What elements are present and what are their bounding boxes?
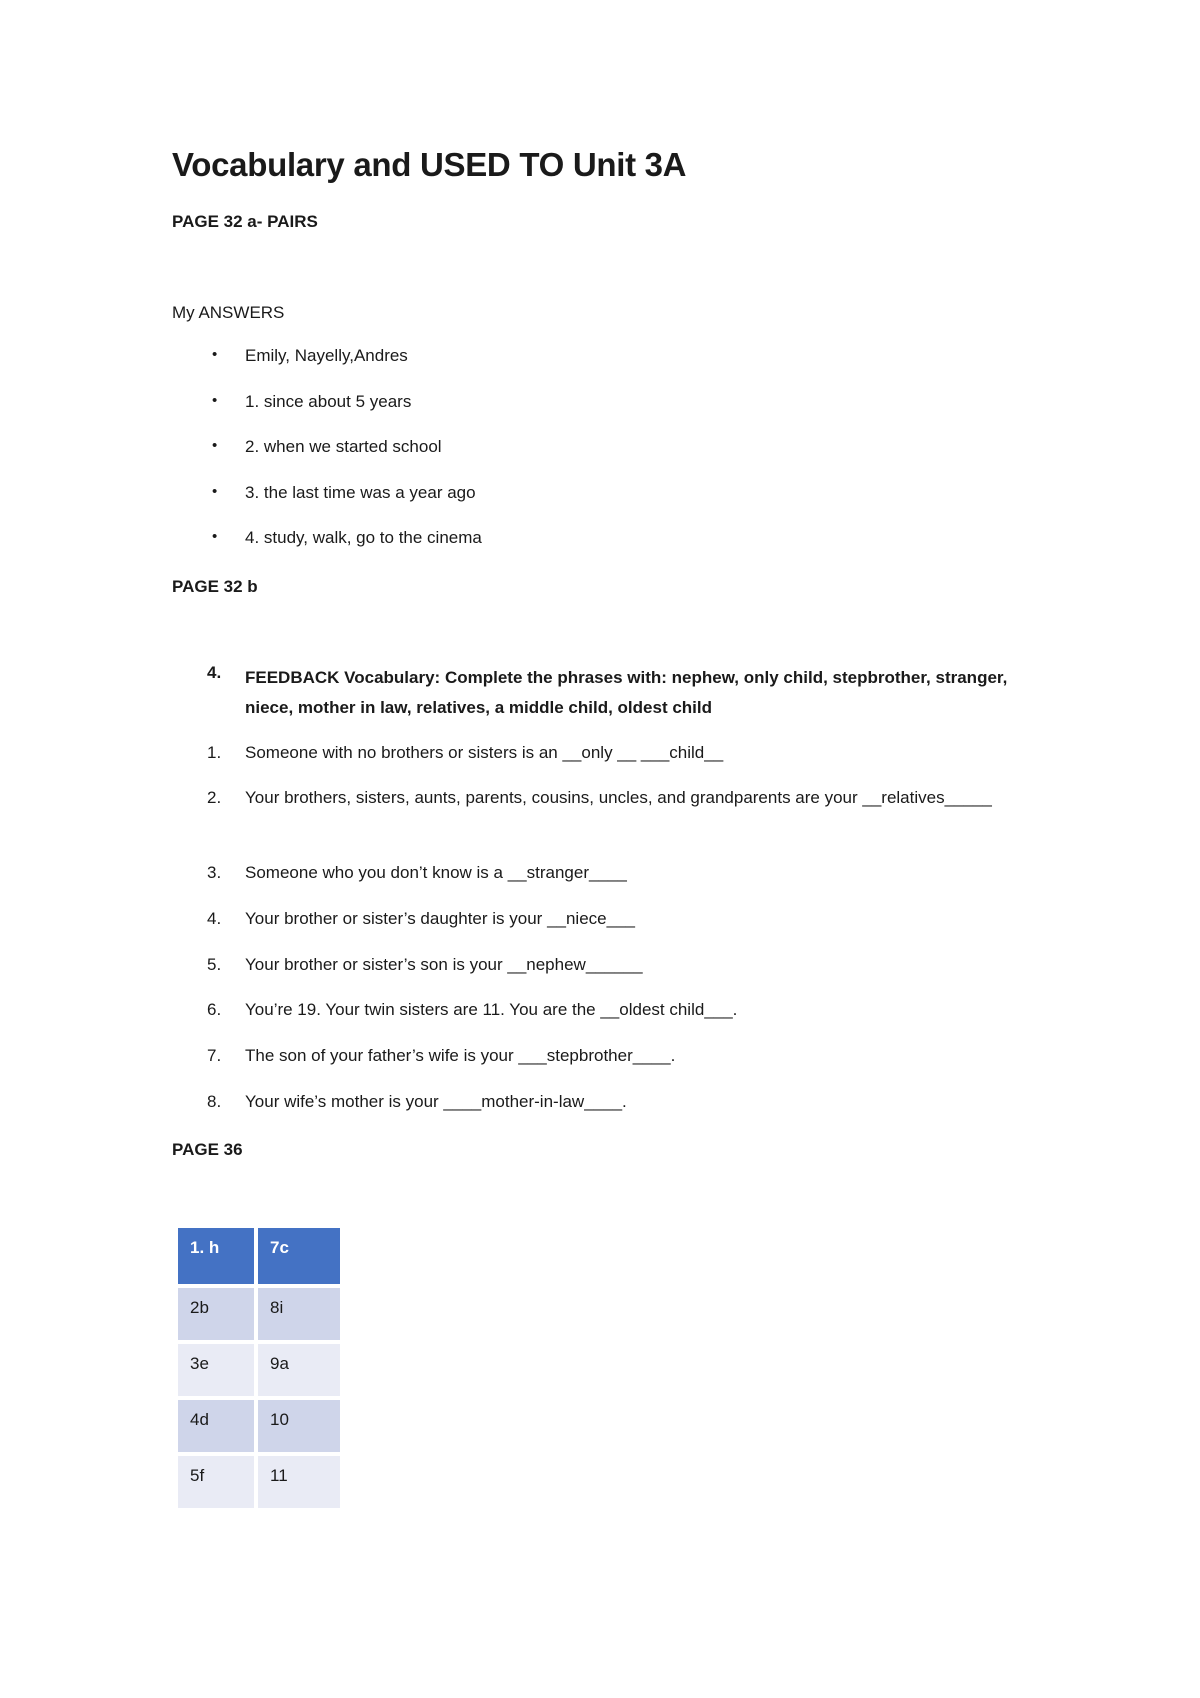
section-heading-page32a: PAGE 32 a- PAIRS (172, 212, 318, 231)
table-row (178, 1400, 340, 1452)
item-number: 3. (207, 863, 222, 882)
bullet-text: 3. the last time was a year ago (245, 482, 476, 502)
bullet-item (172, 346, 482, 392)
section-heading-page32b: PAGE 32 b (172, 577, 258, 596)
answers-bullet-list (172, 346, 482, 574)
table-header-row (178, 1228, 340, 1284)
item-text: Your wife’s mother is your ____mother-in-law____. (245, 1092, 627, 1111)
list-item (172, 858, 1052, 904)
bullet-text: 2. when we started school (245, 437, 442, 456)
table-cell: 8i (258, 1288, 340, 1340)
item-text: The son of your father’s wife is your ___stepbrother____. (245, 1046, 676, 1065)
table-cell: 10 (258, 1400, 340, 1452)
bullet-item (172, 528, 482, 574)
table-cell: 11 (258, 1456, 340, 1508)
item-number: 7. (207, 1046, 222, 1065)
item-number: 2. (207, 788, 222, 807)
bullet-text: 4. study, walk, go to the cinema (245, 528, 482, 547)
bullet-icon: • (212, 437, 218, 454)
list-item (172, 738, 1052, 783)
table-row (178, 1288, 340, 1340)
bullet-item (172, 392, 482, 438)
bullet-text: Emily, Nayelly,Andres (245, 346, 408, 365)
answers-table (174, 1224, 344, 1512)
item-number: 4. (207, 909, 222, 928)
item-text: You’re 19. Your twin sisters are 11. You are the __oldest child___. (245, 1000, 738, 1019)
section-heading-page36: PAGE 36 (172, 1140, 243, 1159)
item-text: Your brother or sister’s daughter is your __niece___ (245, 909, 635, 928)
table-cell: 3e (178, 1344, 254, 1396)
document-title: Vocabulary and USED TO Unit 3A (172, 146, 687, 183)
table-cell: 4d (178, 1400, 254, 1452)
table-cell: 2b (178, 1288, 254, 1340)
list-item (172, 950, 1052, 995)
bullet-icon: • (212, 528, 218, 545)
item-text: Someone who you don’t know is a __stranger____ (245, 863, 627, 882)
table-row (178, 1344, 340, 1396)
item-text: Your brothers, sisters, aunts, parents, cousins, uncles, and grandparents are your __relatives_____ (245, 788, 992, 807)
table-cell: 9a (258, 1344, 340, 1396)
item-number: 1. (207, 743, 222, 762)
list-item (172, 1087, 1052, 1132)
list-item (172, 1041, 1052, 1087)
bullet-item (172, 483, 482, 529)
table-cell: 5f (178, 1456, 254, 1508)
bullet-text: 1. since about 5 years (245, 391, 412, 411)
table-cell: 7c (258, 1228, 340, 1284)
bullet-icon: • (212, 391, 218, 409)
feedback-instruction (172, 663, 1052, 723)
list-item (172, 995, 1052, 1041)
bullet-item (172, 437, 482, 483)
item-text: Your brother or sister’s son is your __nephew______ (245, 955, 643, 974)
vocabulary-items-list (172, 738, 1052, 1132)
my-answers-label: My ANSWERS (172, 303, 285, 322)
table-row (178, 1456, 340, 1508)
item-text: Someone with no brothers or sisters is an __only __ ___child__ (245, 743, 724, 762)
item-number: 8. (207, 1092, 222, 1111)
item-number: 5. (207, 955, 222, 974)
bullet-icon: • (212, 346, 218, 363)
table-cell: 1. h (178, 1228, 254, 1284)
bullet-icon: • (212, 482, 218, 500)
list-item (172, 783, 1052, 858)
list-item (172, 904, 1052, 950)
feedback-number: 4. (207, 663, 222, 682)
item-number: 6. (207, 1000, 222, 1019)
feedback-text: FEEDBACK Vocabulary: Complete the phrases with: nephew, only child, stepbrother, stranger, niece, mother in law, relatives, a middle child, oldest child (245, 668, 1008, 717)
